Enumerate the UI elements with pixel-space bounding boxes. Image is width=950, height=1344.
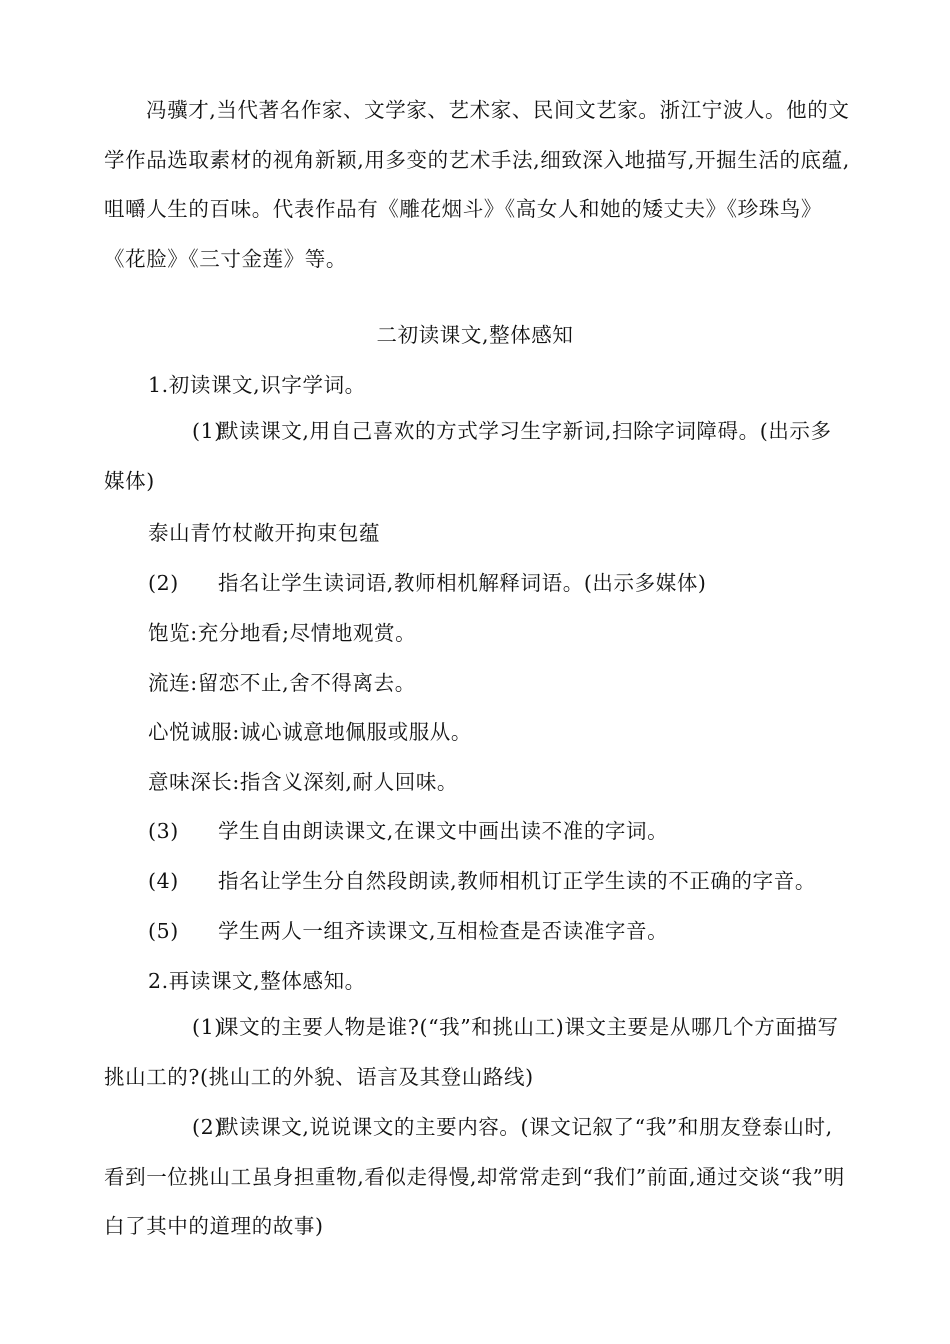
item-text: 学生两人一组齐读课文,互相检查是否读准字音。 <box>218 919 669 943</box>
item-number: (5) <box>148 919 179 943</box>
part2-title: 2.再读课文,整体感知。 <box>148 969 366 993</box>
section-heading: 二初读课文,整体感知 <box>376 323 574 347</box>
part1-item3 <box>148 816 668 846</box>
item-number: (2) <box>192 1115 223 1139</box>
definition-3: 心悦诚服:诚心诚意地佩服或服从。 <box>148 720 473 744</box>
item-text: 指名让学生分自然段朗读,教师相机订正学生读的不正确的字音。 <box>218 869 816 893</box>
part1-item4 <box>148 866 816 896</box>
definition-4: 意味深长:指含义深刻,耐人回味。 <box>148 770 459 794</box>
part2-item1 <box>104 1003 850 1102</box>
part1-item2 <box>148 568 707 598</box>
item-number: (1) <box>192 1015 223 1039</box>
item-text: 默读课文,说说课文的主要内容。(课文记叙了“我”和朋友登泰山时,看到一位挑山工虽身担重物,看似走得慢,却常常走到“我们”前面,通过交谈“我”明白了其中的道理的故事) <box>104 1115 845 1238</box>
part2-item2 <box>104 1103 850 1252</box>
item-number: (2) <box>148 571 179 595</box>
definition-2: 流连:留恋不止,舍不得离去。 <box>148 671 416 695</box>
item-text: 学生自由朗读课文,在课文中画出读不准的字词。 <box>218 819 669 843</box>
item-number: (1) <box>192 419 223 443</box>
item-number: (4) <box>148 869 179 893</box>
vocab-list: 泰山青竹杖敞开拘束包蕴 <box>148 521 381 545</box>
item-text: 指名让学生读词语,教师相机解释词语。(出示多媒体) <box>218 571 707 595</box>
part1-title: 1.初读课文,识字学词。 <box>148 373 366 397</box>
item-text: 课文的主要人物是谁?(“我”和挑山工)课文主要是从哪几个方面描写挑山工的?(挑山工的外貌、语言及其登山路线) <box>104 1015 839 1089</box>
author-intro-paragraph: 冯骥才,当代著名作家、文学家、艺术家、民间文艺家。浙江宁波人。他的文学作品选取素材的视角新颖,用多变的艺术手法,细致深入地描写,开掘生活的底蕴,咀嚼人生的百味。代表作品有《雕花烟斗》《高女人和她的矮丈夫》《珍珠鸟》《花脸》《三寸金莲》等。 <box>104 98 850 271</box>
definition-1: 饱览:充分地看;尽情地观赏。 <box>148 621 417 645</box>
item-number: (3) <box>148 819 179 843</box>
part1-item1 <box>104 407 850 506</box>
item-text: 默读课文,用自己喜欢的方式学习生字新词,扫除字词障碍。(出示多媒体) <box>104 419 832 493</box>
part1-item5 <box>148 916 668 946</box>
